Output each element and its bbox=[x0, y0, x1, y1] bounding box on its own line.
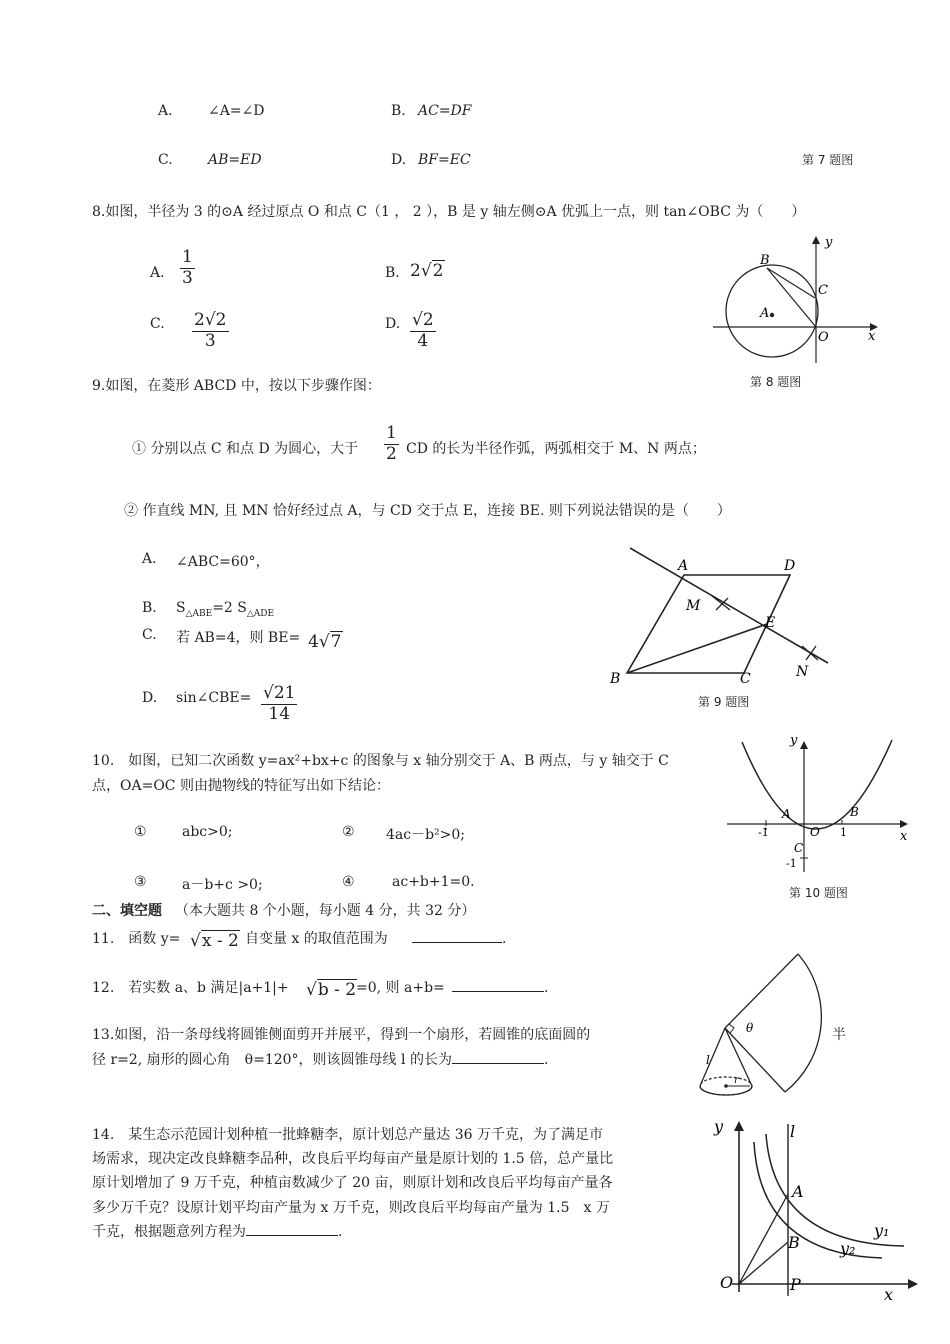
q10-label-c: C bbox=[794, 841, 804, 855]
q9-opt-d-text: sin∠CBE= bbox=[176, 690, 252, 706]
q9-label-a: A bbox=[678, 558, 689, 574]
q9-label-n: N bbox=[796, 664, 809, 680]
q8-circle bbox=[726, 265, 818, 357]
q12-blank: . bbox=[452, 977, 548, 996]
q9-opt-d-label: D. bbox=[142, 690, 158, 706]
q9-label-b: B bbox=[610, 671, 621, 687]
q14-curve-y2 bbox=[754, 1142, 882, 1258]
q9-line-mn bbox=[630, 548, 828, 663]
q8-y-arrow bbox=[812, 236, 820, 244]
q14-label-x: x bbox=[884, 1285, 894, 1302]
q9-opt-c-text: 若 AB=4，则 BE= bbox=[176, 630, 301, 646]
q9-opt-b-text: $S_{\triangle ABE}=2$ $S_{\triangle ADE}$ bbox=[176, 600, 275, 619]
section-2-title: 二、填空题 bbox=[92, 903, 162, 919]
q10-c1-mark: ① bbox=[134, 824, 147, 840]
q14-label-p: P bbox=[790, 1275, 801, 1294]
q14-label-b: B bbox=[788, 1233, 800, 1252]
q11-blank: . bbox=[412, 928, 506, 947]
q7-opt-a-label: A. bbox=[158, 103, 173, 119]
q9-opt-a-label: A. bbox=[142, 551, 157, 567]
q9-opt-c-label: C. bbox=[142, 627, 157, 643]
q9-opt-d-value: $\frac{√21}{14}$ bbox=[263, 683, 296, 724]
q14-label-l: l bbox=[790, 1122, 796, 1141]
q13-figure bbox=[690, 944, 830, 1104]
q14-segment-ob bbox=[739, 1242, 788, 1284]
q14-label-y: y bbox=[714, 1117, 724, 1136]
q13-label-r: r bbox=[734, 1075, 739, 1086]
q7-opt-c-label: C. bbox=[158, 152, 173, 168]
q8-opt-a-label: A. bbox=[150, 265, 165, 281]
q10-stem-line1: 10. 如图，已知二次函数 y=ax²+bx+c 的图象与 x 轴分别交于 A、B 两点，与 y 轴交于 C bbox=[92, 753, 669, 769]
q10-stem-line2: 点，OA=OC 则由抛物线的特征写出如下结论： bbox=[92, 778, 390, 794]
q13-angle-mark bbox=[729, 1024, 734, 1033]
q9-label-d: D bbox=[784, 558, 796, 574]
q14-y-arrow bbox=[734, 1121, 744, 1131]
q7-opt-a-text: ∠A=∠D bbox=[208, 103, 265, 119]
q14-line5: 千克，根据题意列方程为 . bbox=[92, 1221, 342, 1241]
q9-step1-post: CD 的长为半径作弧，两弧相交于 M、N 两点； bbox=[406, 441, 706, 457]
q9-opt-b-label: B. bbox=[142, 600, 157, 616]
q8-opt-d-value: $\frac{√2}{4}$ bbox=[412, 310, 434, 351]
q9-label-e: E bbox=[765, 615, 776, 631]
q14-line2: 场需求，现决定改良蜂糖李品种，改良后平均每亩产量是原计划的 1.5 倍，总产量比 bbox=[92, 1151, 614, 1167]
q7-opt-b-text: AC=DF bbox=[418, 103, 472, 119]
q10-x-arrow bbox=[900, 820, 908, 828]
q8-segment-bo bbox=[767, 268, 816, 327]
q14-line1: 14. 某生态示范园计划种植一批蜂糖李，原计划总产量达 36 万千克，为了满足市 bbox=[92, 1127, 603, 1143]
q10-label-neg1y: -1 bbox=[786, 857, 797, 870]
q14-label-a: A bbox=[792, 1182, 804, 1201]
q7-opt-b-label: B. bbox=[391, 103, 406, 119]
q7-opt-c-text: AB=ED bbox=[208, 152, 262, 168]
q10-label-neg1: -1 bbox=[758, 826, 769, 839]
q13-line1: 13.如图，沿一条母线将圆锥侧面剪开并展平，得到一个扇形，若圆锥的底面圆的 bbox=[92, 1027, 591, 1043]
q10-c2-mark: ② bbox=[342, 824, 355, 840]
q9-arc-mark-n bbox=[802, 646, 818, 660]
q9-label-c: C bbox=[740, 671, 751, 687]
q10-parabola bbox=[742, 740, 892, 829]
q9-stem: 9.如图，在菱形 ABCD 中，按以下步骤作图： bbox=[92, 378, 381, 394]
q10-c4: ac+b+1=0. bbox=[392, 874, 475, 890]
q8-opt-b-label: B. bbox=[385, 265, 400, 281]
q9-step1-fraction: $\frac{1}{2}$ bbox=[386, 423, 397, 464]
q10-label-o: O bbox=[810, 825, 820, 839]
q9-step1-pre: ① 分别以点 C 和点 D 为圆心，大于 bbox=[132, 441, 359, 457]
q8-caption: 第 8 题图 bbox=[750, 375, 802, 389]
q8-figure bbox=[708, 228, 883, 368]
q13-side-char: 半 bbox=[832, 1027, 846, 1043]
q10-c3: a－b+c >0; bbox=[182, 877, 263, 893]
q10-figure bbox=[722, 732, 917, 874]
q13-sector-arc bbox=[785, 954, 821, 1092]
q12-radical: √b - 2 bbox=[306, 980, 357, 1000]
q13-line2: 径 r=2, 扇形的圆心角 θ=120°，则该圆锥母线 l 的长为 . bbox=[92, 1049, 548, 1069]
q14-label-y2: y₂ bbox=[840, 1239, 856, 1258]
q8-opt-b-value: 2√2 bbox=[410, 261, 444, 281]
q9-caption: 第 9 题图 bbox=[698, 695, 750, 709]
q10-caption: 第 10 题图 bbox=[789, 886, 848, 900]
q10-c4-mark: ④ bbox=[342, 874, 355, 890]
q14-label-o: O bbox=[720, 1273, 734, 1292]
q14-figure bbox=[704, 1112, 924, 1302]
q10-c1: abc>0; bbox=[182, 824, 233, 840]
q11-post: 自变量 x 的取值范围为 bbox=[245, 931, 388, 947]
q9-figure bbox=[600, 540, 840, 690]
q8-label-x: x bbox=[868, 329, 876, 344]
q10-label-y: y bbox=[790, 733, 798, 748]
q8-stem: 8.如图，半径为 3 的⊙A 经过原点 O 和点 C（1 ， 2 ），B 是 y 轴左侧⊙A 优弧上一点，则 tan∠OBC 为（ ） bbox=[92, 204, 806, 220]
section-2-note: （本大题共 8 个小题，每小题 4 分，共 32 分） bbox=[175, 903, 476, 919]
q9-arc-mark-m bbox=[712, 596, 730, 610]
q13-label-theta: θ bbox=[746, 1021, 754, 1035]
q11-radical: √x - 2 bbox=[190, 931, 239, 951]
q14-x-arrow bbox=[908, 1279, 918, 1289]
q9-step2: ② 作直线 MN, 且 MN 恰好经过点 A，与 CD 交于点 E，连接 BE. 则下列说法错误的是（ ） bbox=[124, 503, 731, 519]
q13-sector-edge-1 bbox=[725, 954, 798, 1028]
q12-post: =0, 则 a+b= bbox=[356, 980, 445, 996]
q14-line4: 多少万千克？设原计划平均亩产量为 x 万千克，则改良后平均每亩产量为 1.5 x 万 bbox=[92, 1200, 610, 1216]
q9-label-m: M bbox=[686, 598, 701, 614]
q10-y-arrow bbox=[800, 741, 808, 749]
q8-label-y: y bbox=[825, 235, 833, 250]
q10-label-x: x bbox=[900, 829, 908, 844]
q7-caption: 第 7 题图 bbox=[802, 153, 854, 167]
q8-opt-c-value: $\frac{2√2}{3}$ bbox=[194, 310, 227, 351]
q10-c3-mark: ③ bbox=[134, 874, 147, 890]
q8-opt-d-label: D. bbox=[385, 316, 401, 332]
q14-label-y1: y₁ bbox=[874, 1221, 890, 1240]
q9-opt-a-text: ∠ABC=60°， bbox=[176, 554, 270, 570]
q8-label-c: C bbox=[818, 283, 828, 298]
q8-label-a: A bbox=[760, 306, 770, 321]
q14-line3: 原计划增加了 9 万千克，种植亩数减少了 20 亩，则原计划和改良后平均每亩产量各 bbox=[92, 1175, 613, 1191]
q14-segment-oa bbox=[739, 1194, 788, 1284]
q8-opt-c-label: C. bbox=[150, 316, 165, 332]
q10-c2: 4ac－b²>0; bbox=[386, 827, 466, 843]
q7-opt-d-text: BF=EC bbox=[418, 152, 471, 168]
q8-opt-a-value: $\frac{1}{3}$ bbox=[182, 247, 193, 288]
q8-label-b: B bbox=[760, 253, 770, 268]
q7-opt-d-label: D. bbox=[391, 152, 407, 168]
q9-segment-be bbox=[627, 624, 767, 673]
q8-label-o: O bbox=[818, 330, 829, 345]
q13-base-center bbox=[724, 1084, 728, 1088]
q8-center-point bbox=[770, 313, 774, 317]
q13-label-l: l bbox=[706, 1053, 710, 1067]
q9-opt-c-value: 4√7 bbox=[308, 632, 342, 652]
q10-label-one: 1 bbox=[840, 826, 847, 839]
q11-pre: 11. 函数 y= bbox=[92, 931, 181, 947]
q12-pre: 12. 若实数 a、b 满足|a+1|+ bbox=[92, 980, 289, 996]
q10-label-b: B bbox=[850, 805, 859, 819]
q10-label-a: A bbox=[782, 807, 791, 821]
